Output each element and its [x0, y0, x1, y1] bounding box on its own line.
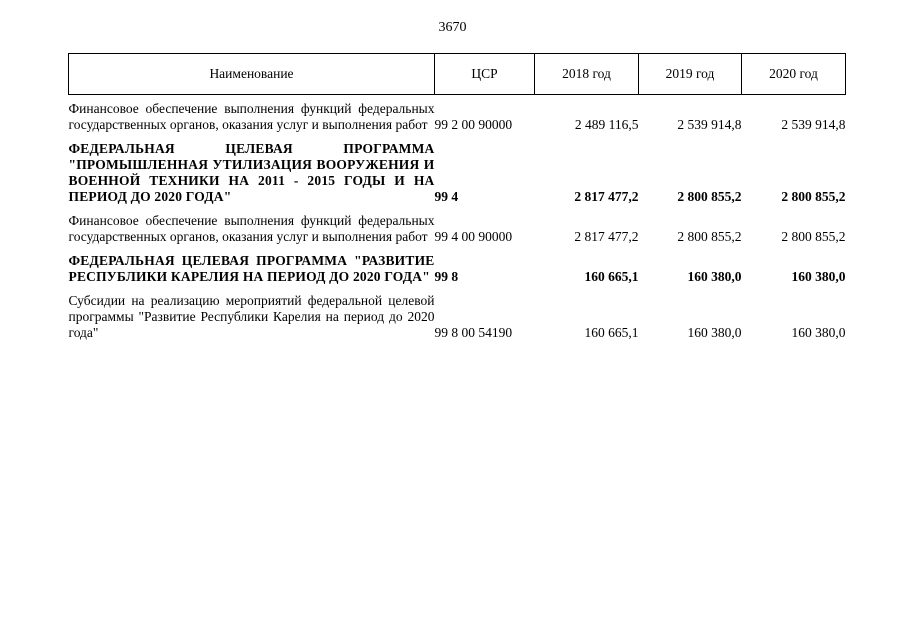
table-row	[69, 205, 846, 245]
row-code: 99 2 00 90000	[434, 117, 513, 132]
table-row	[69, 245, 846, 285]
page-number: 3670	[438, 20, 467, 35]
row-code: 99 8 00 54190	[434, 325, 513, 340]
table-row	[69, 133, 846, 205]
row-code: 99 4	[434, 189, 459, 204]
row-value-2020: 160 380,0	[791, 325, 846, 340]
table-header-row	[69, 54, 846, 95]
row-code: 99 8	[434, 269, 459, 284]
row-value-2020: 160 380,0	[791, 269, 846, 284]
row-value-2019: 2 800 855,2	[677, 189, 742, 204]
row-value-2018: 2 817 477,2	[574, 189, 639, 204]
row-name: Финансовое обеспечение выполнения функций федеральных государственных органов, оказания услуг и выполнения работ	[68, 101, 435, 132]
row-value-2020: 2 800 855,2	[781, 189, 846, 204]
budget-table	[68, 53, 846, 341]
row-value-2018: 2 817 477,2	[574, 229, 639, 244]
row-value-2019: 160 380,0	[687, 269, 742, 284]
row-value-2018: 160 665,1	[584, 325, 639, 340]
row-name: ФЕДЕРАЛЬНАЯ ЦЕЛЕВАЯ ПРОГРАММА "РАЗВИТИЕ РЕСПУБЛИКИ КАРЕЛИЯ НА ПЕРИОД ДО 2020 ГОДА"	[68, 253, 435, 284]
row-name: Финансовое обеспечение выполнения функций федеральных государственных органов, оказания услуг и выполнения работ	[68, 213, 435, 244]
row-value-2018: 160 665,1	[584, 269, 639, 284]
row-name: Субсидии на реализацию мероприятий федеральной целевой программы "Развитие Республики Карелия на период до 2020 года"	[68, 293, 435, 340]
row-name: ФЕДЕРАЛЬНАЯ ЦЕЛЕВАЯ ПРОГРАММА "ПРОМЫШЛЕННАЯ УТИЛИЗАЦИЯ ВООРУЖЕНИЯ И ВОЕННОЙ ТЕХНИКИ НА 2011 - 2015 ГОДЫ И НА ПЕРИОД ДО 2020 ГОДА"	[68, 141, 435, 204]
row-value-2019: 2 539 914,8	[677, 117, 742, 132]
row-value-2018: 2 489 116,5	[574, 117, 639, 132]
header-name: Наименование	[69, 54, 435, 95]
table-row	[69, 285, 846, 341]
header-2019: 2019 год	[639, 54, 742, 95]
table-row	[69, 95, 846, 134]
row-value-2020: 2 800 855,2	[781, 229, 846, 244]
header-2018: 2018 год	[535, 54, 639, 95]
row-value-2019: 2 800 855,2	[677, 229, 742, 244]
row-value-2020: 2 539 914,8	[781, 117, 846, 132]
row-value-2019: 160 380,0	[687, 325, 742, 340]
header-code: ЦСР	[435, 54, 535, 95]
header-2020: 2020 год	[742, 54, 846, 95]
row-code: 99 4 00 90000	[434, 229, 513, 244]
